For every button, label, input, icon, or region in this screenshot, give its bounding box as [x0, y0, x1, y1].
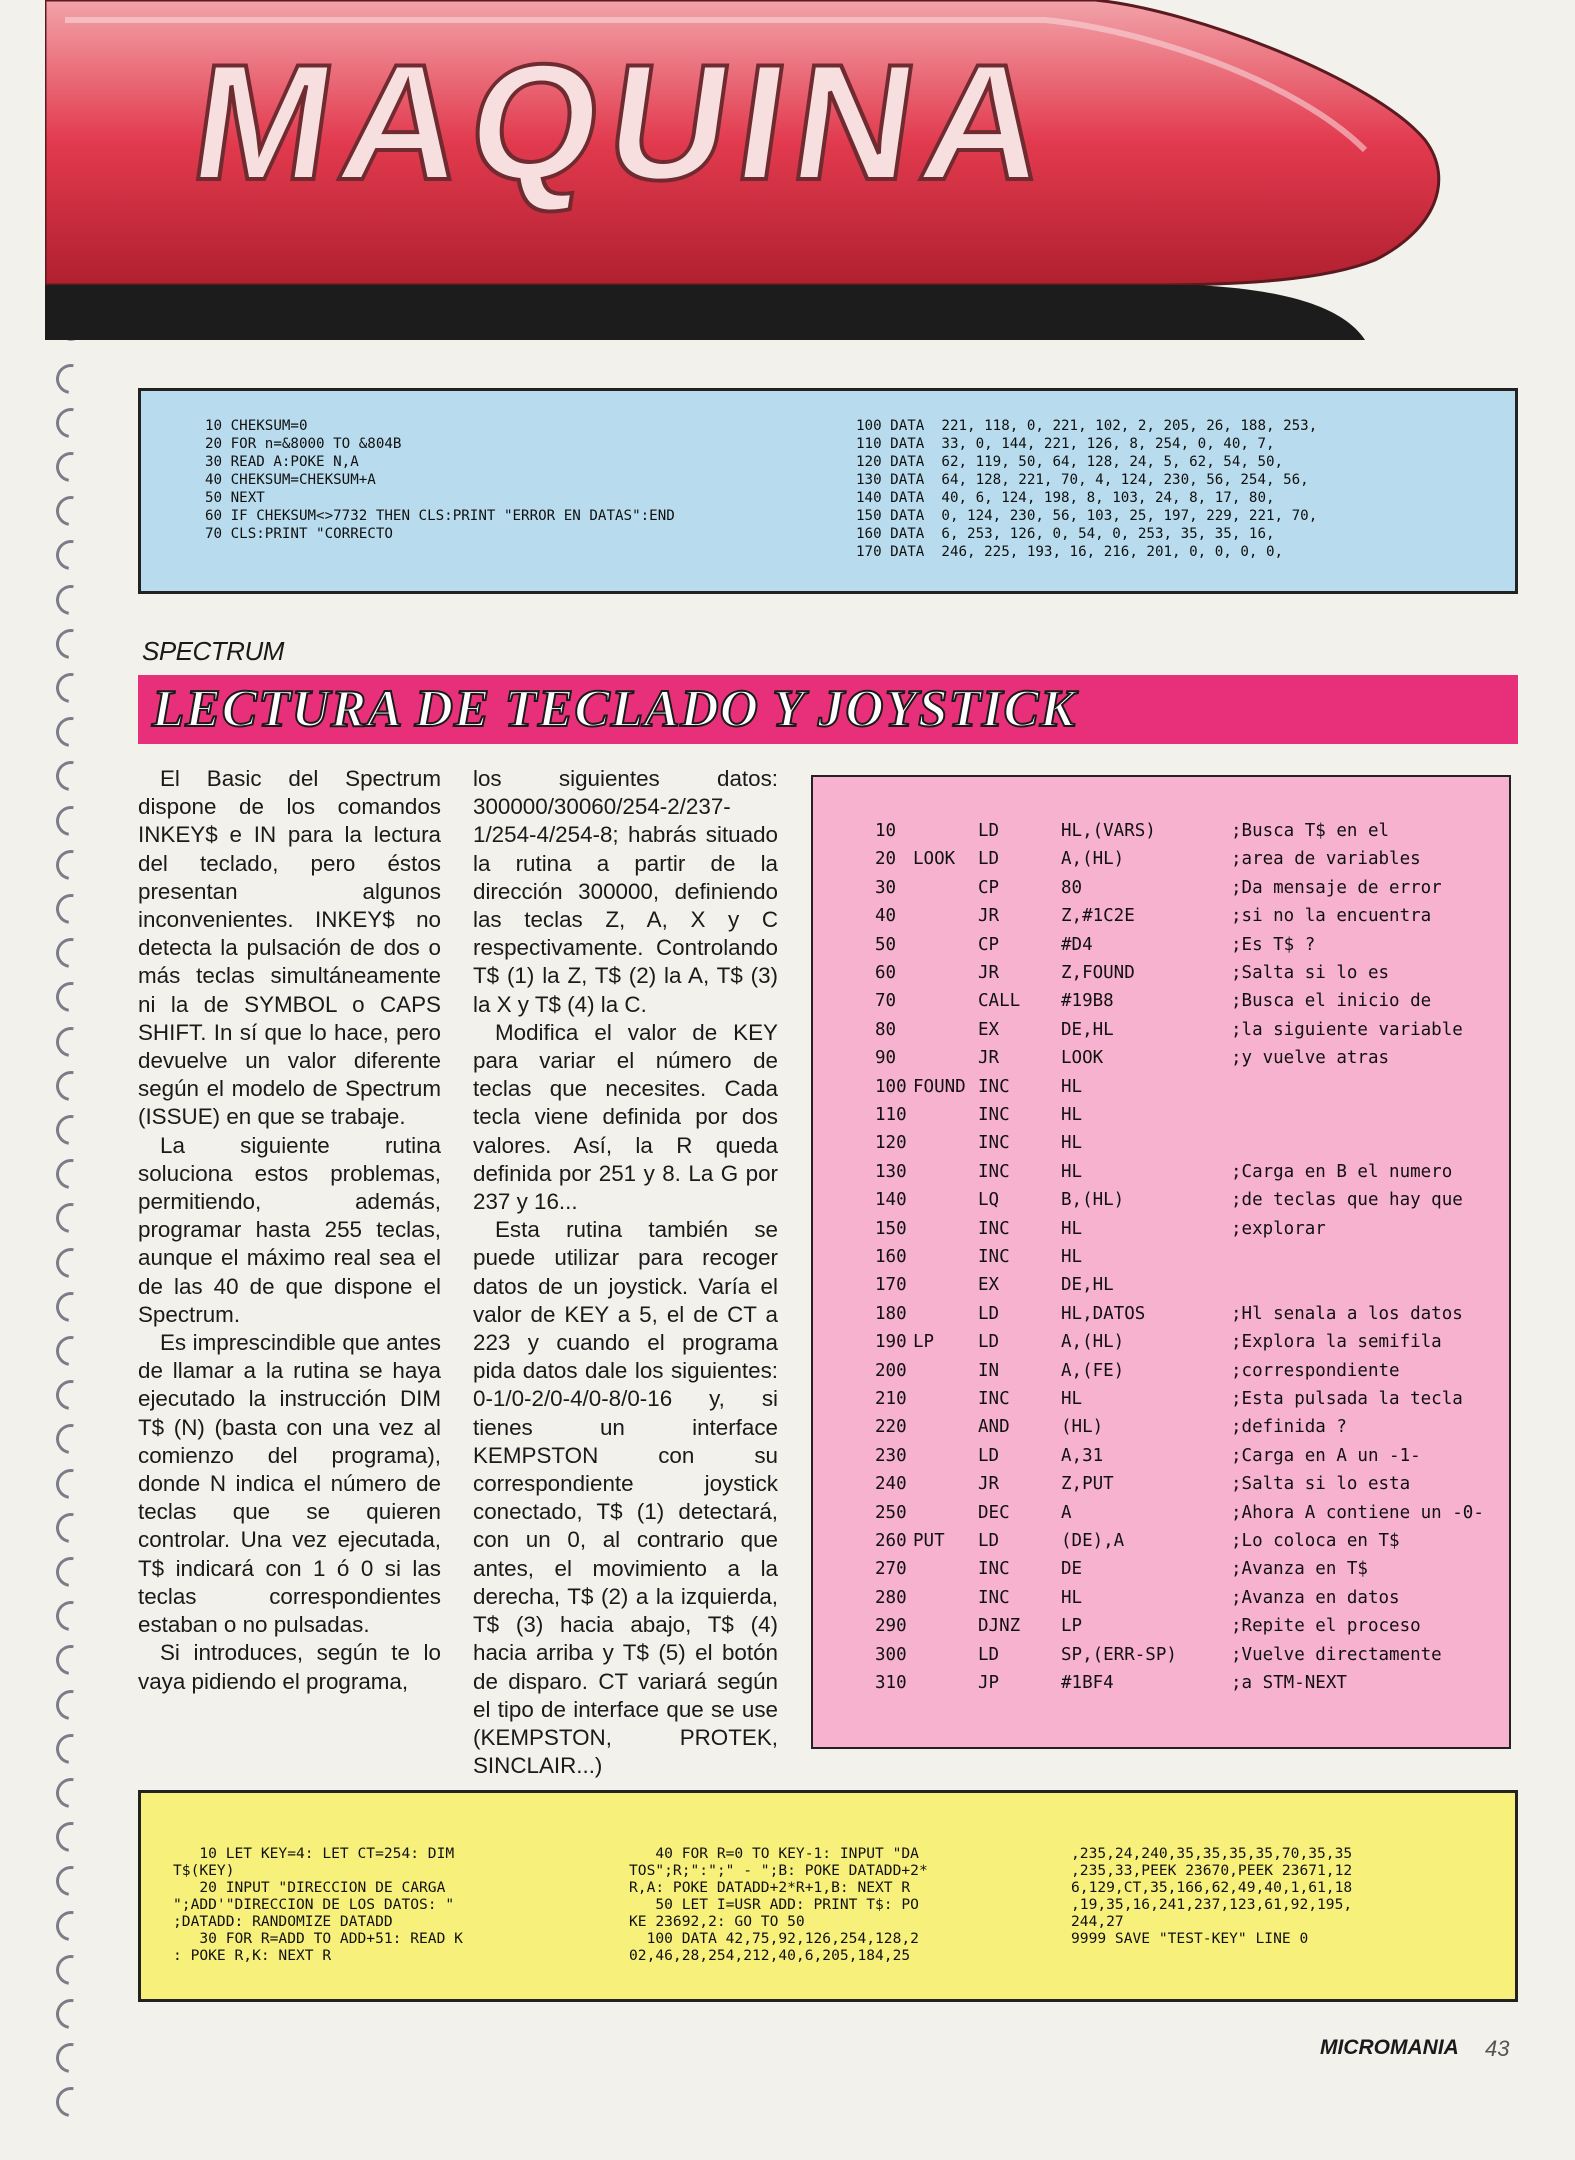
code-arg: #1BF4 — [1061, 1673, 1114, 1693]
code-arg: HL — [1061, 1076, 1083, 1097]
code-op: CALL — [978, 991, 1021, 1012]
code-row — [813, 1077, 1513, 1105]
code-row — [813, 906, 1513, 934]
code-num: 50 — [875, 934, 897, 955]
code-comment: ;Da mensaje de error — [1231, 877, 1442, 898]
code-row — [813, 1105, 1513, 1133]
code-num: 20 — [875, 849, 897, 870]
code-num: 150 — [875, 1218, 907, 1239]
code-arg: DE,HL — [1061, 1019, 1114, 1040]
code-op: INC — [978, 1247, 1010, 1267]
code-row — [813, 1304, 1513, 1332]
code-line: 130 DATA 64, 128, 221, 70, 4, 124, 230, 56, 254, 56, — [856, 472, 1309, 488]
code-op: EX — [978, 1275, 1000, 1296]
code-row — [813, 1048, 1513, 1076]
code-row — [813, 1673, 1513, 1701]
binding-hole — [50, 932, 92, 974]
code-row — [813, 1162, 1513, 1190]
code-row — [813, 1446, 1513, 1474]
code-line: 70 CLS:PRINT "CORRECTO — [205, 526, 393, 542]
code-arg: Z,PUT — [1061, 1474, 1114, 1495]
code-op: CP — [978, 934, 1000, 955]
code-label: PUT — [913, 1531, 945, 1551]
paragraph: El Basic del Spectrum dispone de los comandos INKEY$ e IN para la lectura del teclado, pero éstos presentan algunos inconvenientes. INKEY$ no detecta la pulsación de dos o más teclas simultáneamente ni la de SYMBOL o CAPS SHIFT. In sí que lo hace, pero devuelve un valor diferente según el modelo de Spectrum (ISSUE) en que se trabaje. — [138, 766, 441, 1130]
binding-hole — [50, 1551, 92, 1593]
code-row — [813, 1531, 1513, 1559]
binding-hole — [50, 1418, 92, 1460]
paragraph: Es imprescindible que antes de llamar a la rutina se haya ejecutado la instrucción DIM T$ (N) (basta con una vez al comienzo del programa), donde N indica el número de teclas que se quieren controlar. Una vez ejecutada, T$ indicará con 1 ó 0 si las teclas correspondientes estaban o no pulsadas. — [138, 1330, 441, 1638]
code-arg: DE,HL — [1061, 1275, 1114, 1296]
code-op: LQ — [978, 1190, 1000, 1211]
code-row — [813, 1417, 1513, 1445]
header-banner — [45, 0, 1465, 350]
code-arg: HL — [1061, 1105, 1083, 1125]
binding-hole — [50, 1242, 92, 1284]
code-op: LD — [978, 1531, 1000, 1551]
code-comment: ;a STM-NEXT — [1231, 1673, 1347, 1693]
binding-hole — [50, 1153, 92, 1195]
binding-hole — [50, 402, 92, 444]
banner-title: MAQUINA — [182, 30, 1067, 214]
code-row — [813, 1474, 1513, 1502]
basic-listing-col-3: ,235,24,240,35,35,35,35,70,35,35 ,235,33,PEEK 23670,PEEK 23671,12 6,129,CT,35,166,62,49,40,1,61,18 ,19,35,16,241,237,123,61,92,195, 244,27 9999 SAVE "TEST-KEY" LINE 0 — [1071, 1845, 1353, 1947]
code-row — [813, 1332, 1513, 1360]
code-arg: #D4 — [1061, 934, 1093, 955]
code-line: 60 IF CHEKSUM<>7732 THEN CLS:PRINT "ERROR EN DATAS":END — [205, 508, 675, 524]
code-row — [813, 1503, 1513, 1531]
code-line: 110 DATA 33, 0, 144, 221, 126, 8, 254, 0, 40, 7, — [856, 436, 1275, 452]
code-comment: ;Ahora A contiene un -0- — [1231, 1502, 1484, 1523]
code-op: LD — [978, 821, 1000, 841]
article-column-2 — [473, 765, 778, 1780]
binding-hole — [50, 1065, 92, 1107]
checksum-listing — [138, 388, 1518, 594]
code-row — [813, 849, 1513, 877]
code-op: INC — [978, 1389, 1010, 1409]
code-comment: ;Carga en A un -1- — [1231, 1445, 1421, 1466]
binding-hole — [50, 1374, 92, 1416]
magazine-name: MICROMANIA — [1320, 2036, 1459, 2059]
article-title: LECTURA DE TECLADO Y JOYSTICK — [152, 680, 1077, 738]
code-line: 20 FOR n=&8000 TO &804B — [205, 436, 402, 452]
code-num: 240 — [875, 1474, 907, 1495]
code-op: DJNZ — [978, 1616, 1021, 1637]
code-comment: ;explorar — [1231, 1218, 1326, 1239]
binding-hole — [50, 1993, 92, 2035]
code-row — [813, 1275, 1513, 1303]
code-num: 170 — [875, 1275, 907, 1296]
code-op: JR — [978, 906, 1000, 927]
code-comment: ;Lo coloca en T$ — [1231, 1531, 1400, 1551]
binding-hole — [50, 579, 92, 621]
code-line: 50 NEXT — [205, 490, 265, 506]
code-row — [813, 963, 1513, 991]
code-comment: ;Avanza en T$ — [1231, 1559, 1368, 1580]
code-line: 140 DATA 40, 6, 124, 198, 8, 103, 24, 8, 17, 80, — [856, 490, 1275, 506]
code-comment: ;Busca el inicio de — [1231, 991, 1432, 1012]
binding-hole — [50, 534, 92, 576]
binding-hole — [50, 667, 92, 709]
code-arg: HL,DATOS — [1061, 1303, 1146, 1324]
binding-hole — [50, 358, 92, 400]
code-comment: ;definida ? — [1231, 1417, 1347, 1438]
binding-hole — [50, 800, 92, 842]
checksum-listing-left — [205, 417, 675, 543]
binding-hole — [50, 2081, 92, 2123]
code-comment: ;de teclas que hay que — [1231, 1190, 1463, 1211]
code-op: INC — [978, 1218, 1010, 1239]
code-op: INC — [978, 1076, 1010, 1097]
code-num: 250 — [875, 1502, 907, 1523]
binding-hole — [50, 1109, 92, 1151]
paragraph: los siguientes datos: 300000/30060/254-2/237-1/254-4/254-8; habrás situado la rutina a partir de la dirección 300000, definiendo las teclas Z, A, X y C respectivamente. Controlando T$ (1) la Z, T$ (2) la A, T$ (3) la X y T$ (4) la C. — [473, 766, 778, 1017]
code-op: DEC — [978, 1502, 1010, 1523]
binding-hole — [50, 1330, 92, 1372]
code-num: 90 — [875, 1048, 897, 1069]
code-num: 290 — [875, 1616, 907, 1637]
code-row — [813, 1219, 1513, 1247]
binding-hole — [50, 446, 92, 488]
code-op: IN — [978, 1360, 1000, 1381]
code-num: 10 — [875, 821, 897, 841]
code-arg: A — [1061, 1502, 1072, 1523]
code-op: LD — [978, 1303, 1000, 1324]
binding-hole — [50, 1197, 92, 1239]
code-num: 120 — [875, 1133, 907, 1154]
binding-hole — [50, 844, 92, 886]
code-arg: #19B8 — [1061, 991, 1114, 1012]
code-arg: HL — [1061, 1247, 1083, 1267]
code-arg: (HL) — [1061, 1417, 1104, 1438]
checksum-listing-right — [856, 417, 1317, 561]
binding-hole — [50, 711, 92, 753]
code-comment: ;Busca T$ en el — [1231, 821, 1390, 841]
binding-hole — [50, 1639, 92, 1681]
code-comment: ;la siguiente variable — [1231, 1019, 1463, 1040]
code-comment: ;Vuelve directamente — [1231, 1644, 1442, 1665]
code-num: 100 — [875, 1076, 907, 1097]
binding-hole — [50, 1021, 92, 1063]
code-comment: ;Explora la semifila — [1231, 1332, 1442, 1353]
code-comment: ;Esta pulsada la tecla — [1231, 1389, 1463, 1409]
code-num: 140 — [875, 1190, 907, 1211]
code-num: 310 — [875, 1673, 907, 1693]
code-arg: LOOK — [1061, 1048, 1104, 1069]
code-row — [813, 878, 1513, 906]
assembly-listing — [811, 775, 1511, 1749]
code-arg: LP — [1061, 1616, 1083, 1637]
code-op: JR — [978, 963, 1000, 983]
code-line: 120 DATA 62, 119, 50, 64, 128, 24, 5, 62, 54, 50, — [856, 454, 1284, 470]
code-arg: SP,(ERR-SP) — [1061, 1644, 1177, 1665]
code-arg: Z,FOUND — [1061, 963, 1135, 983]
code-comment: ;si no la encuentra — [1231, 906, 1432, 927]
code-arg: (DE),A — [1061, 1531, 1125, 1551]
code-row — [813, 991, 1513, 1019]
code-row — [813, 1020, 1513, 1048]
binding-hole — [50, 1772, 92, 1814]
code-op: JR — [978, 1474, 1000, 1495]
code-num: 200 — [875, 1360, 907, 1381]
code-op: INC — [978, 1105, 1010, 1125]
paragraph: Si introduces, según te lo vaya pidiendo el programa, — [138, 1640, 441, 1694]
code-line: 10 CHEKSUM=0 — [205, 418, 308, 434]
code-arg: A,(HL) — [1061, 849, 1125, 870]
code-num: 40 — [875, 906, 897, 927]
code-num: 110 — [875, 1105, 907, 1125]
code-line: 30 READ A:POKE N,A — [205, 454, 359, 470]
code-op: INC — [978, 1161, 1010, 1182]
code-arg: HL — [1061, 1587, 1083, 1608]
binding-hole — [50, 1905, 92, 1947]
code-comment: ;Es T$ ? — [1231, 934, 1316, 955]
binding-hole — [50, 888, 92, 930]
code-row — [813, 1645, 1513, 1673]
code-num: 270 — [875, 1559, 907, 1580]
page-number: 43 — [1485, 2036, 1510, 2061]
code-comment: ;Repite el proceso — [1231, 1616, 1421, 1637]
code-comment: ;area de variables — [1231, 849, 1421, 870]
binding-hole — [50, 1595, 92, 1637]
code-row — [813, 1559, 1513, 1587]
code-num: 190 — [875, 1332, 907, 1353]
code-num: 210 — [875, 1389, 907, 1409]
code-line: 100 DATA 221, 118, 0, 221, 102, 2, 205, 26, 188, 253, — [856, 418, 1318, 434]
code-op: LD — [978, 1644, 1000, 1665]
code-arg: A,31 — [1061, 1445, 1104, 1466]
code-row — [813, 1389, 1513, 1417]
code-op: INC — [978, 1587, 1010, 1608]
binding-hole — [50, 1684, 92, 1726]
code-num: 230 — [875, 1445, 907, 1466]
paragraph: La siguiente rutina soluciona estos problemas, permitiendo, además, programar hasta 255 teclas, aunque el máximo real sea el de las 40 de que dispone el Spectrum. — [138, 1132, 441, 1327]
binding-hole — [50, 623, 92, 665]
code-op: LD — [978, 849, 1000, 870]
code-row — [813, 1361, 1513, 1389]
code-row — [813, 1247, 1513, 1275]
code-num: 300 — [875, 1644, 907, 1665]
code-row — [813, 935, 1513, 963]
code-arg: HL,(VARS) — [1061, 821, 1156, 841]
code-comment: ;Carga en B el numero — [1231, 1161, 1453, 1182]
paragraph: Modifica el valor de KEY para variar el número de teclas que necesites. Cada tecla viene definida por dos valores. Así, la R queda definida por 251 y 8. La G por 237 y 16... — [473, 1019, 778, 1215]
binding-hole — [50, 490, 92, 532]
basic-listing-col-2: 40 FOR R=0 TO KEY-1: INPUT "DA TOS";R;":";" - ";B: POKE DATADD+2* R,A: POKE DATADD+2*R+1,B: NEXT R 50 LET I=USR ADD: PRINT T$: PO KE 23692,2: GO TO 50 100 DATA 42,75,92,126,254,128,2 02,46,28,254,212,40,6,205,184,25 — [629, 1845, 928, 1964]
binding-hole — [50, 1816, 92, 1858]
binding-hole — [50, 1286, 92, 1328]
code-row — [813, 1588, 1513, 1616]
code-row — [813, 1190, 1513, 1218]
code-row — [813, 821, 1513, 849]
code-num: 70 — [875, 991, 897, 1012]
code-op: LD — [978, 1332, 1000, 1353]
code-op: CP — [978, 877, 1000, 898]
code-label: FOUND — [913, 1076, 966, 1097]
code-arg: Z,#1C2E — [1061, 906, 1135, 927]
code-arg: B,(HL) — [1061, 1190, 1125, 1211]
code-num: 180 — [875, 1303, 907, 1324]
code-op: LD — [978, 1445, 1000, 1466]
code-num: 280 — [875, 1587, 907, 1608]
code-comment: ;correspondiente — [1231, 1360, 1400, 1381]
code-comment: ;y vuelve atras — [1231, 1048, 1390, 1069]
paragraph: Esta rutina también se puede utilizar para recoger datos de un joystick. Varía el valor de KEY a 5, el de CT a 223 y cuando el programa pida datos dale los siguientes: 0-1/0-2/0-4/0-8/0-16 y, si tienes un interface KEMPSTON con su correspondiente joystick conectado, T$ (1) detectará, con un 0, al contrario que antes, el movimiento a la derecha, T$ (2) a la izquierda, T$ (3) hacia abajo, T$ (4) hacia arriba y T$ (5) el botón de disparo. CT variará según el tipo de interface que se use (KEMPSTON, PROTEK, SINCLAIR...) — [473, 1217, 778, 1779]
code-num: 30 — [875, 877, 897, 898]
code-arg: A,(FE) — [1061, 1360, 1125, 1381]
binding-hole — [50, 1728, 92, 1770]
code-arg: DE — [1061, 1559, 1083, 1580]
code-arg: HL — [1061, 1389, 1083, 1409]
binding-hole — [50, 1949, 92, 1991]
code-num: 160 — [875, 1247, 907, 1267]
code-row — [813, 1616, 1513, 1644]
binding-hole — [50, 2037, 92, 2079]
code-op: EX — [978, 1019, 1000, 1040]
code-num: 60 — [875, 963, 897, 983]
code-num: 130 — [875, 1161, 907, 1182]
binding-hole — [50, 1507, 92, 1549]
code-comment: ;Salta si lo esta — [1231, 1474, 1411, 1495]
basic-listing-col-1: 10 LET KEY=4: LET CT=254: DIM T$(KEY) 20 INPUT "DIRECCION DE CARGA ";ADD'"DIRECCION DE LOS DATOS: " ;DATADD: RANDOMIZE DATADD 30 FOR R=ADD TO ADD+51: READ K : POKE R,K: NEXT R — [173, 1845, 463, 1964]
code-label: LP — [913, 1332, 935, 1353]
binding-hole — [50, 976, 92, 1018]
binding-hole — [50, 1463, 92, 1505]
code-line: 160 DATA 6, 253, 126, 0, 54, 0, 253, 35, 35, 16, — [856, 526, 1275, 542]
code-row — [813, 1133, 1513, 1161]
code-op: JP — [978, 1673, 1000, 1693]
code-arg: A,(HL) — [1061, 1332, 1125, 1353]
code-op: INC — [978, 1133, 1010, 1154]
code-op: JR — [978, 1048, 1000, 1069]
basic-listing — [138, 1790, 1518, 2002]
code-comment: ;Salta si lo es — [1231, 963, 1390, 983]
binding-hole — [50, 1860, 92, 1902]
code-comment: ;Hl senala a los datos — [1231, 1303, 1463, 1324]
code-op: AND — [978, 1417, 1010, 1438]
code-arg: HL — [1061, 1161, 1083, 1182]
article-column-1 — [138, 765, 441, 1696]
code-line: 150 DATA 0, 124, 230, 56, 103, 25, 197, 229, 221, 70, — [856, 508, 1318, 524]
code-op: INC — [978, 1559, 1010, 1580]
code-num: 260 — [875, 1531, 907, 1551]
binding-hole — [50, 755, 92, 797]
code-num: 220 — [875, 1417, 907, 1438]
code-line: 170 DATA 246, 225, 193, 16, 216, 201, 0, 0, 0, 0, — [856, 544, 1284, 560]
code-arg: HL — [1061, 1133, 1083, 1154]
code-num: 80 — [875, 1019, 897, 1040]
code-comment: ;Avanza en datos — [1231, 1587, 1400, 1608]
code-label: LOOK — [913, 849, 956, 870]
section-label: SPECTRUM — [142, 636, 284, 666]
code-arg: 80 — [1061, 877, 1083, 898]
code-line: 40 CHEKSUM=CHEKSUM+A — [205, 472, 376, 488]
code-arg: HL — [1061, 1218, 1083, 1239]
article-title-bar — [138, 675, 1518, 744]
